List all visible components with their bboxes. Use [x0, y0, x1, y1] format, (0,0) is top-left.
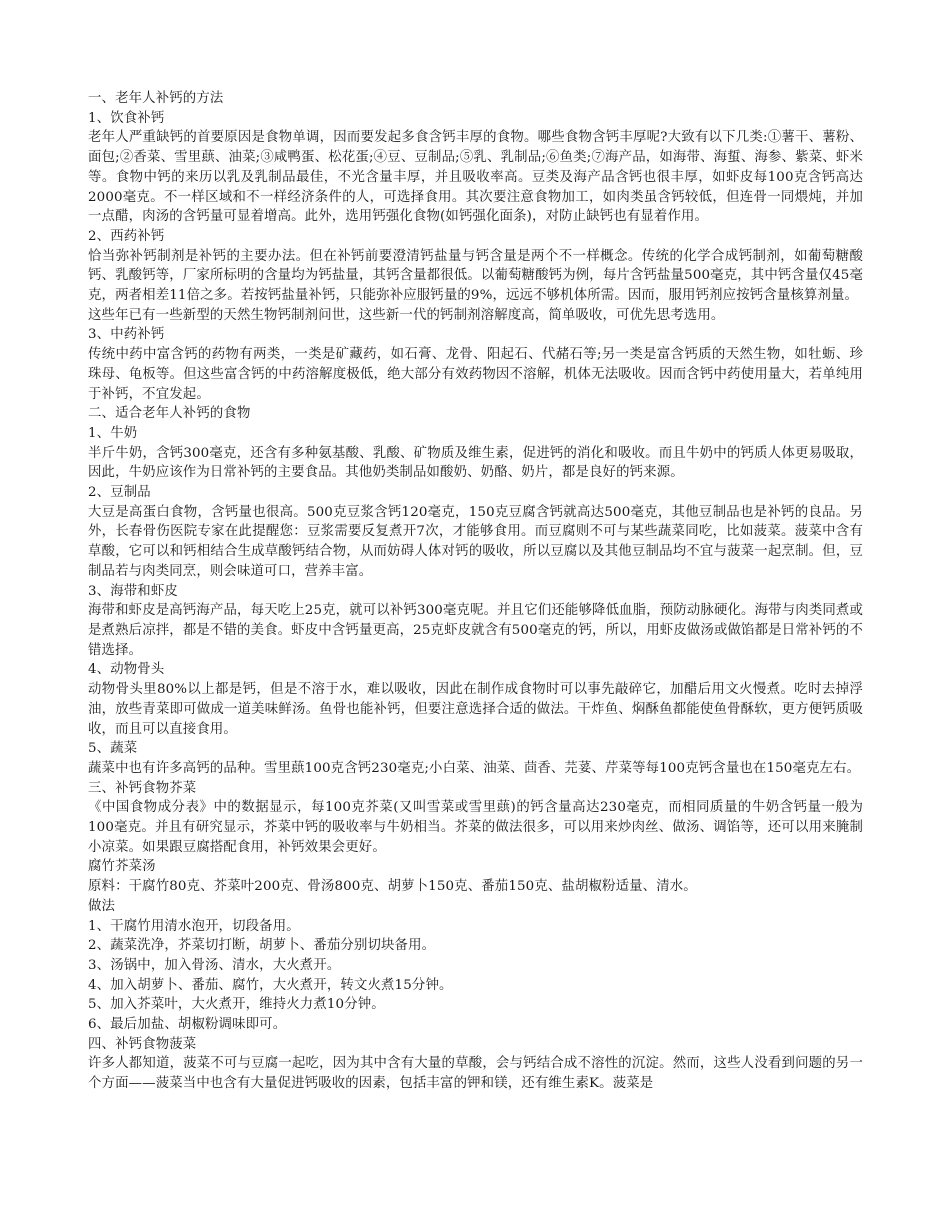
paragraph: 大豆是高蛋白食物，含钙量也很高。500克豆浆含钙120毫克，150克豆腐含钙就高达500毫克，其他豆制品也是补钙的良品。另外，长春骨伤医院专家在此提醒您：豆浆需要反复煮开7次，才能够食用。而豆腐则不可与某些蔬菜同吃，比如菠菜。菠菜中含有草酸，它可以和钙相结合生成草酸钙结合物，从而妨碍人体对钙的吸收，所以豆腐以及其他豆制品均不宜与菠菜一起烹制。但，豆制品若与肉类同烹，则会味道可口，营养丰富。 — [88, 504, 863, 579]
subsection-heading: 2、豆制品 — [88, 485, 151, 501]
paragraph: 半斤牛奶，含钙300毫克，还含有多种氨基酸、乳酸、矿物质及维生素，促进钙的消化和吸收。而且牛奶中的钙质人体更易吸取，因此，牛奶应该作为日常补钙的主要食品。其他奶类制品如酸奶、奶酪、奶片，都是良好的钙来源。 — [88, 445, 863, 481]
recipe-title: 腐竹芥菜汤 — [88, 859, 156, 875]
subsection-heading: 2、西药补钙 — [88, 228, 165, 244]
recipe-step: 5、加入芥菜叶，大火煮开，维持火力煮10分钟。 — [88, 997, 385, 1013]
paragraph: 许多人都知道，菠菜不可与豆腐一起吃，因为其中含有大量的草酸，会与钙结合成不溶性的沉淀。然而，这些人没看到问题的另一个方面——菠菜当中也含有大量促进钙吸收的因素，包括丰富的钾和镁，还有维生素K。菠菜是 — [88, 1056, 863, 1092]
subsection-heading: 3、海带和虾皮 — [88, 583, 178, 599]
recipe-step: 1、干腐竹用清水泡开，切段备用。 — [88, 918, 300, 934]
recipe-step: 2、蔬菜洗净，芥菜切打断，胡萝卜、番茄分别切块备用。 — [88, 938, 436, 954]
paragraph: 传统中药中富含钙的药物有两类，一类是矿藏药，如石膏、龙骨、阳起石、代赭石等;另一类是富含钙质的天然生物，如牡蛎、珍珠母、龟板等。但这些富含钙的中药溶解度极低，绝大部分有效药物因不溶解，机体无法吸收。因而含钙中药使用量大，若单纯用于补钙，不宜发起。 — [88, 347, 863, 402]
section-heading: 一、老年人补钙的方法 — [88, 91, 224, 106]
section-heading: 三、补钙食物芥菜 — [88, 780, 197, 796]
recipe-ingredients: 原料：干腐竹80克、芥菜叶200克、骨汤800克、胡萝卜150克、番茄150克、盐胡椒粉适量、清水。 — [88, 879, 697, 895]
recipe-step: 4、加入胡萝卜、番茄、腐竹，大火煮开，转文火煮15分钟。 — [88, 977, 453, 993]
recipe-method-heading: 做法 — [88, 898, 116, 914]
subsection-heading: 1、牛奶 — [88, 425, 138, 441]
paragraph: 《中国食物成分表》中的数据显示，每100克芥菜(又叫雪菜或雪里蕻)的钙含量高达230毫克，而相同质量的牛奶含钙量一般为100毫克。并且有研究显示，芥菜中钙的吸收率与牛奶相当。芥菜的做法很多，可以用来炒肉丝、做汤、调馅等，还可以用来腌制小凉菜。如果跟豆腐搭配食用，补钙效果会更好。 — [88, 800, 863, 855]
subsection-heading: 5、蔬菜 — [88, 741, 138, 757]
paragraph: 恰当弥补钙制剂是补钙的主要办法。但在补钙前要澄清钙盐量与钙含量是两个不一样概念。传统的化学合成钙制剂，如葡萄糖酸钙、乳酸钙等，厂家所标明的含量均为钙盐量，其钙含量都很低。以葡萄糖酸钙为例，每片含钙盐量500毫克，其中钙含量仅45毫克，两者相差11倍之多。若按钙盐量补钙，只能弥补应服钙量的9%，远远不够机体所需。因而，服用钙剂应按钙含量核算剂量。 — [88, 248, 863, 304]
paragraph: 老年人严重缺钙的首要原因是食物单调，因而要发起多食含钙丰厚的食物。哪些食物含钙丰厚呢?大致有以下几类:①薯干、薯粉、面包;②香菜、雪里蕻、油菜;③咸鸭蛋、松花蛋;④豆、豆制品;⑤乳、乳制品;⑥鱼类;⑦海产品，如海带、海蜇、海参、紫菜、虾米等。食物中钙的来历以乳及乳制品最佳，不光含量丰厚，并且吸收率高。豆类及海产品含钙也很丰厚，如虾皮每100克含钙高达2000毫克。不一样区域和不一样经济条件的人，可选择食用。其次要注意食物加工，如肉类虽含钙较低，但连骨一同煨炖，并加一点醋，肉汤的含钙量可显着增高。此外，选用钙强化食物(如钙强化面条)，对防止缺钙也有显着作用。 — [88, 130, 863, 225]
recipe-step: 6、最后加盐、胡椒粉调味即可。 — [88, 1017, 287, 1033]
section-heading: 四、补钙食物菠菜 — [88, 1036, 197, 1052]
subsection-heading: 3、中药补钙 — [88, 327, 165, 343]
recipe-step: 3、汤锅中，加入骨汤、清水，大火煮开。 — [88, 957, 341, 973]
paragraph: 海带和虾皮是高钙海产品，每天吃上25克，就可以补钙300毫克呢。并且它们还能够降低血脂，预防动脉硬化。海带与肉类同煮或是煮熟后凉拌，都是不错的美食。虾皮中含钙量更高，25克虾皮就含有500毫克的钙，所以，用虾皮做汤或做馅都是日常补钙的不错选择。 — [88, 603, 863, 658]
section-heading: 二、适合老年人补钙的食物 — [88, 406, 251, 422]
subsection-heading: 1、饮食补钙 — [88, 110, 165, 126]
paragraph: 动物骨头里80%以上都是钙，但是不溶于水，难以吸收，因此在制作成食物时可以事先敲碎它，加醋后用文火慢煮。吃时去掉浮油，放些青菜即可做成一道美味鲜汤。鱼骨也能补钙，但要注意选择合适的做法。干炸鱼、焖酥鱼都能使鱼骨酥软，更方便钙质吸收，而且可以直接食用。 — [88, 682, 863, 737]
document-body — [88, 89, 863, 1094]
subsection-heading: 4、动物骨头 — [88, 662, 165, 678]
paragraph: 这些年已有一些新型的天然生物钙制剂问世，这些新一代的钙制剂溶解度高，简单吸收，可优先思考选用。 — [88, 307, 725, 323]
paragraph: 蔬菜中也有许多高钙的品种。雪里蕻100克含钙230毫克;小白菜、油菜、茴香、芫荽、芹菜等每100克钙含量也在150毫克左右。 — [88, 760, 861, 776]
